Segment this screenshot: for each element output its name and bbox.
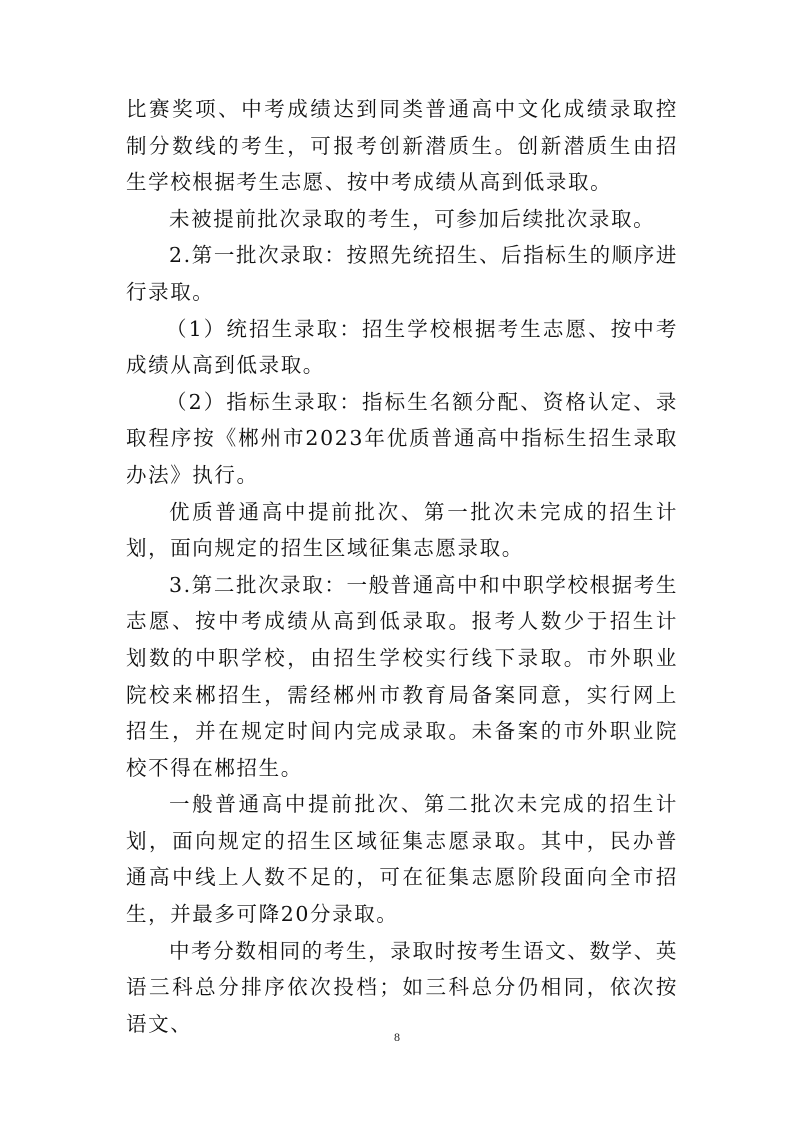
paragraph-tie-break: 中考分数相同的考生，录取时按考生语文、数学、英语三科总分排序依次投档；如三科总分仍相同，依次按语文、 (126, 938, 678, 1036)
paragraph-admission-criteria: 比赛奖项、中考成绩达到同类普通高中文化成绩录取控制分数线的考生，可报考创新潜质生。创新潜质生由招生学校根据考生志愿、按中考成绩从高到低录取。 (126, 97, 678, 195)
paragraph-quality-high-school-supplement: 优质普通高中提前批次、第一批次未完成的招生计划，面向规定的招生区域征集志愿录取。 (126, 499, 678, 561)
paragraph-second-batch: 3.第二批次录取：一般普通高中和中职学校根据考生志愿、按中考成绩从高到低录取。报考人数少于招生计划数的中职学校，由招生学校实行线下录取。市外职业院校来郴招生，需经郴州市教育局备案同意，实行网上招生，并在规定时间内完成录取。未备案的市外职业院校不得在郴招生。 (126, 572, 678, 780)
paragraph-unified-admission: （1）统招生录取：招生学校根据考生志愿、按中考成绩从高到低录取。 (126, 316, 678, 378)
paragraph-later-batches: 未被提前批次录取的考生，可参加后续批次录取。 (169, 206, 656, 231)
paragraph-first-batch: 2.第一批次录取：按照先统招生、后指标生的顺序进行录取。 (126, 243, 678, 304)
paragraph-quota-admission: （2）指标生录取：指标生名额分配、资格认定、录取程序按《郴州市2023年优质普通高中指标生招生录取办法》执行。 (126, 389, 678, 487)
paragraph-general-high-school-supplement: 一般普通高中提前批次、第二批次未完成的招生计划，面向规定的招生区域征集志愿录取。其中，民办普通高中线上人数不足的，可在征集志愿阶段面向全市招生，并最多可降20分录取。 (126, 792, 678, 927)
body-text (126, 91, 678, 1042)
page-number: 8 (394, 1030, 400, 1044)
